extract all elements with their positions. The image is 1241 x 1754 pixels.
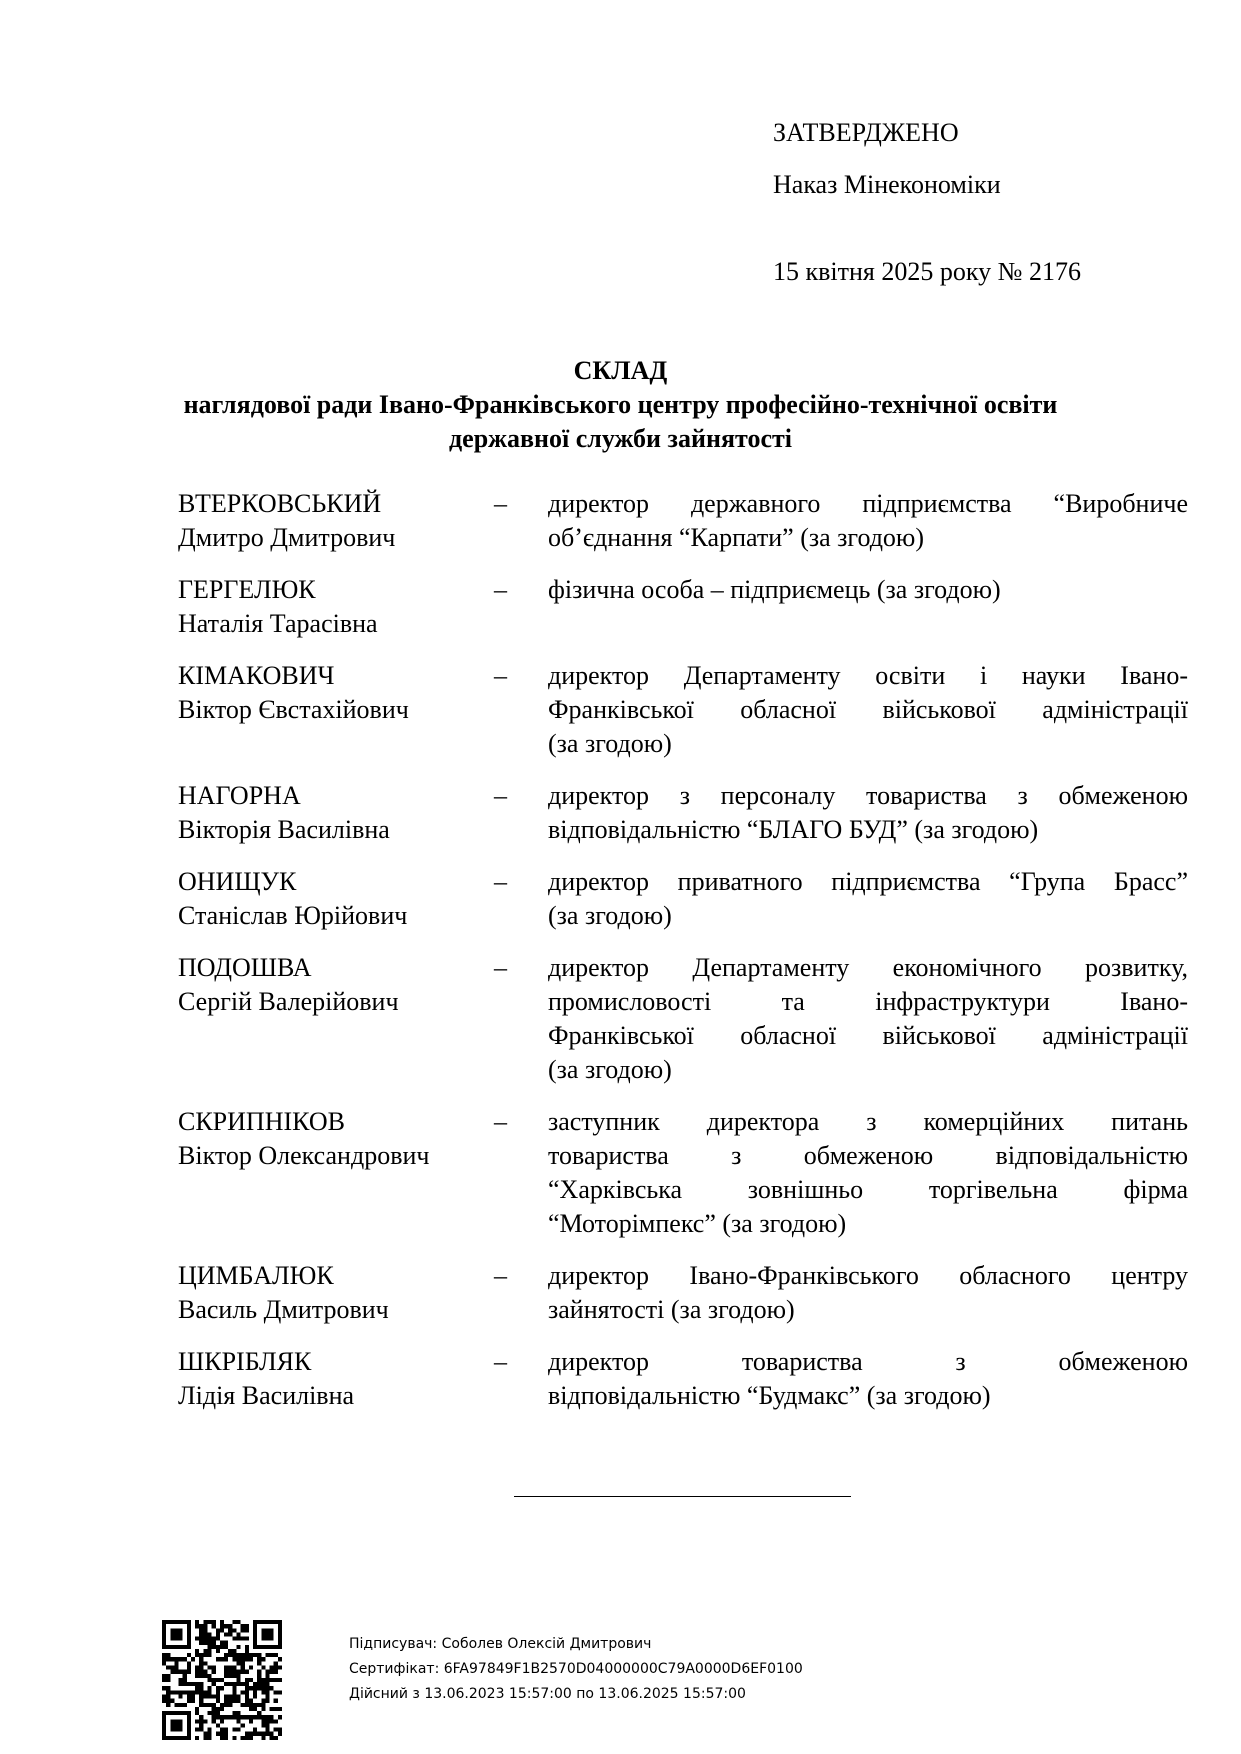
member-dash: – [494, 489, 507, 518]
qr-code-icon [162, 1620, 282, 1740]
member-row [178, 865, 1188, 933]
member-surname: ОНИЩУК [178, 867, 297, 896]
member-surname: ШКРІБЛЯК [178, 1347, 312, 1376]
member-given-name: Дмитро Дмитрович [178, 523, 396, 552]
member-position-line: “Моторімпекс” (за згодою) [548, 1209, 847, 1238]
signature-certificate: Сертифікат: 6FA97849F1B2570D04000000C79A0000D6EF0100 [349, 1661, 803, 1677]
member-position [548, 1345, 1188, 1413]
member-names [178, 487, 494, 555]
member-surname: ГЕРГЕЛЮК [178, 575, 316, 604]
member-position-line: директор Івано-Франківського обласного центру [548, 1261, 1188, 1290]
member-row [178, 487, 1188, 555]
signature-block [349, 1632, 803, 1707]
member-position [548, 865, 1188, 933]
member-dash: – [494, 781, 507, 810]
separator-line [514, 1496, 851, 1497]
member-surname: СКРИПНІКОВ [178, 1107, 345, 1136]
member-position-line: директор товариства з обмеженою [548, 1347, 1188, 1376]
member-surname: НАГОРНА [178, 781, 301, 810]
member-position-line: товариства з обмеженою відповідальністю [548, 1141, 1188, 1170]
members-list [178, 487, 1188, 1431]
member-position [548, 951, 1188, 1087]
member-position-line: директор Департаменту освіти і науки Івано- [548, 661, 1188, 690]
member-dash: – [494, 1347, 507, 1376]
member-names [178, 779, 494, 847]
member-surname: КІМАКОВИЧ [178, 661, 335, 690]
approval-order: Наказ Мінекономіки [773, 170, 1001, 199]
member-row [178, 573, 1188, 641]
member-names [178, 1345, 494, 1413]
member-position-line: директор Департаменту економічного розвитку, [548, 953, 1188, 982]
member-row [178, 659, 1188, 761]
member-position-line: (за згодою) [548, 901, 672, 930]
member-given-name: Віктор Олександрович [178, 1141, 430, 1170]
member-position-line: Франківської обласної військової адміністрації [548, 695, 1188, 724]
member-position [548, 1105, 1188, 1241]
member-position [548, 659, 1188, 761]
approval-approved: ЗАТВЕРДЖЕНО [773, 118, 959, 147]
member-row [178, 1105, 1188, 1241]
member-names [178, 865, 494, 933]
member-given-name: Сергій Валерійович [178, 987, 399, 1016]
member-position-line: фізична особа – підприємець (за згодою) [548, 575, 1001, 604]
member-position-line: (за згодою) [548, 1055, 672, 1084]
member-names [178, 1259, 494, 1327]
member-names [178, 573, 494, 641]
member-position-line: директор з персоналу товариства з обмеженою [548, 781, 1188, 810]
member-dash: – [494, 1107, 507, 1136]
member-position-line: відповідальністю “Будмакс” (за згодою) [548, 1381, 991, 1410]
member-position-line: Франківської обласної військової адміністрації [548, 1021, 1188, 1050]
member-surname: ВТЕРКОВСЬКИЙ [178, 489, 382, 518]
member-position-line: директор державного підприємства “Виробниче [548, 489, 1188, 518]
member-position-line: (за згодою) [548, 729, 672, 758]
member-dash: – [494, 953, 507, 982]
member-given-name: Наталія Тарасівна [178, 609, 378, 638]
signature-signer: Підписувач: Соболев Олексій Дмитрович [349, 1636, 652, 1652]
member-position-line: зайнятості (за згодою) [548, 1295, 795, 1324]
member-row [178, 1259, 1188, 1327]
member-position [548, 573, 1188, 641]
title-line-2: наглядової ради Івано-Франківського центру професійно-технічної освіти [183, 390, 1058, 419]
member-position-line: відповідальністю “БЛАГО БУД” (за згодою) [548, 815, 1039, 844]
member-surname: ПОДОШВА [178, 953, 312, 982]
member-position [548, 487, 1188, 555]
member-position-line: промисловості та інфраструктури Івано- [548, 987, 1188, 1016]
approval-date-number: 15 квітня 2025 року № 2176 [773, 257, 1081, 286]
member-given-name: Віктор Євстахійович [178, 695, 409, 724]
member-given-name: Лідія Василівна [178, 1381, 355, 1410]
member-position [548, 779, 1188, 847]
member-given-name: Станіслав Юрійович [178, 901, 408, 930]
member-surname: ЦИМБАЛЮК [178, 1261, 334, 1290]
title-line-1: СКЛАД [573, 356, 668, 385]
member-names [178, 1105, 494, 1241]
document-title [0, 354, 1241, 456]
member-position-line: директор приватного підприємства “Група Брасс” [548, 867, 1188, 896]
member-position-line: “Харківська зовнішньо торгівельна фірма [548, 1175, 1188, 1204]
member-names [178, 659, 494, 761]
member-position [548, 1259, 1188, 1327]
member-dash: – [494, 867, 507, 896]
member-row [178, 1345, 1188, 1413]
member-dash: – [494, 1261, 507, 1290]
member-names [178, 951, 494, 1087]
member-dash: – [494, 661, 507, 690]
member-dash: – [494, 575, 507, 604]
signature-validity: Дійсний з 13.06.2023 15:57:00 по 13.06.2025 15:57:00 [349, 1686, 746, 1702]
member-given-name: Вікторія Василівна [178, 815, 390, 844]
title-line-3: державної служби зайнятості [449, 424, 792, 453]
member-given-name: Василь Дмитрович [178, 1295, 389, 1324]
member-row [178, 779, 1188, 847]
member-position-line: об’єднання “Карпати” (за згодою) [548, 523, 925, 552]
member-position-line: заступник директора з комерційних питань [548, 1107, 1188, 1136]
member-row [178, 951, 1188, 1087]
